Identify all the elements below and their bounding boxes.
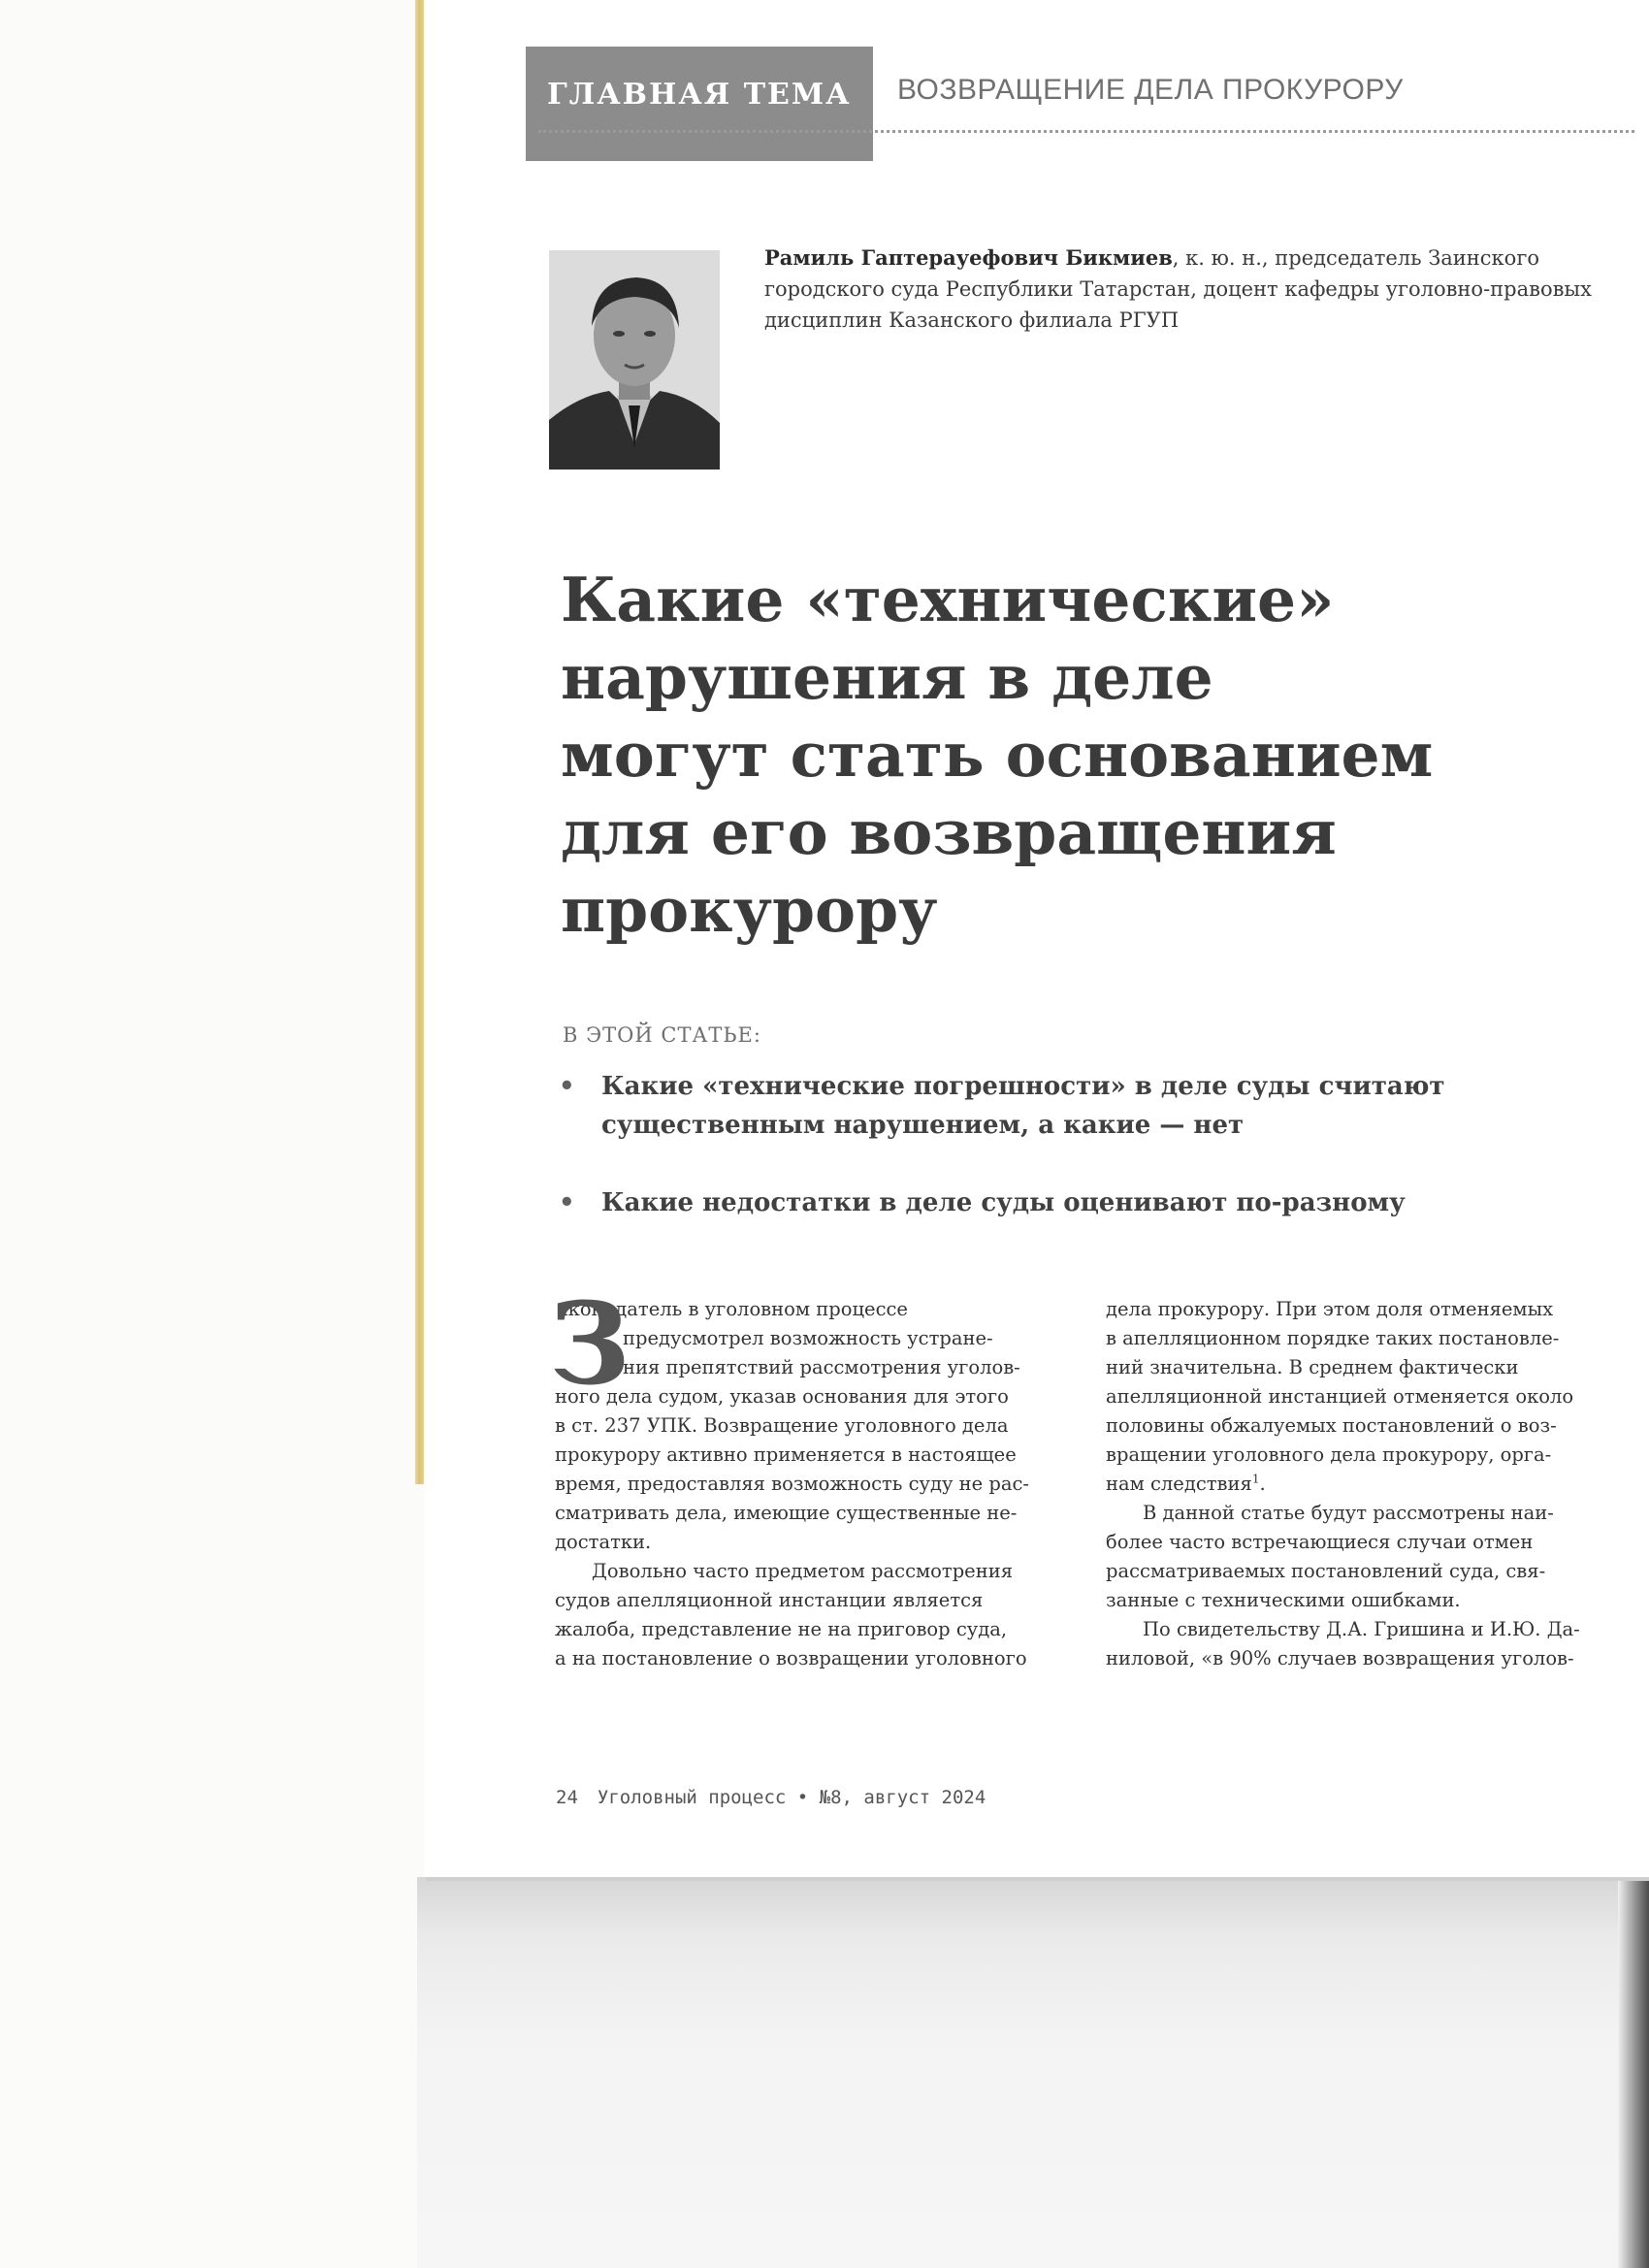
- body-line: вращении уголовного дела прокурору, орга-: [1106, 1443, 1552, 1466]
- author-affiliation-line: дисциплин Казанского филиала РГУП: [764, 308, 1180, 332]
- bullet-icon: •: [559, 1072, 575, 1101]
- list-item-line: существенным нарушением, а какие — нет: [601, 1111, 1245, 1140]
- body-line: ного дела судом, указав основания для этого: [555, 1385, 1009, 1408]
- article-title-line: могут стать основанием: [561, 719, 1434, 791]
- body-line: предусмотрел возможность устране-: [623, 1327, 993, 1349]
- article-title-line: Какие «технические»: [561, 564, 1335, 635]
- body-line: занные с техническими ошибками.: [1106, 1589, 1461, 1611]
- body-line: прокурору активно применяется в настоящее: [555, 1443, 1017, 1466]
- body-line: Довольно часто предметом рассмотрения: [592, 1560, 1014, 1582]
- body-line: судов апелляционной инстанции является: [555, 1589, 984, 1611]
- section-badge: [526, 47, 873, 161]
- body-line: По свидетельству Д.А. Гришина и И.Ю. Да-: [1143, 1618, 1580, 1640]
- body-line-text: нам следствия: [1106, 1473, 1252, 1495]
- list-item: [553, 1067, 1523, 1145]
- article-title-line: нарушения в деле: [561, 641, 1213, 713]
- journal-info: Уголовный процесс • №8, август 2024: [597, 1787, 986, 1808]
- body-line: время, предоставляя возможность суду не рас-: [555, 1473, 1030, 1495]
- list-item: [553, 1183, 1523, 1222]
- list-item-line: Какие недостатки в деле суды оценивают по-разному: [601, 1188, 1406, 1217]
- body-line: половины обжалуемых постановлений о воз-: [1106, 1414, 1557, 1437]
- list-item-line: Какие «технические погрешности» в деле суды считают: [601, 1072, 1445, 1101]
- author-credentials: , к. ю. н., председатель Заинского: [1172, 246, 1539, 270]
- footnote-period: .: [1259, 1473, 1266, 1495]
- body-line: рассматриваемых постановлений суда, свя-: [1106, 1560, 1546, 1582]
- body-line: апелляционной инстанцией отменяется около: [1106, 1385, 1574, 1408]
- body-line: более часто встречающиеся случаи отмен: [1106, 1531, 1534, 1553]
- body-column-right: [1106, 1295, 1625, 1673]
- body-line: достатки.: [555, 1531, 652, 1553]
- scan-background-left: [0, 0, 427, 2268]
- binding-strip: [415, 0, 424, 1484]
- author-photo: [549, 250, 720, 470]
- body-line: а на постановление о возвращении уголовного: [555, 1647, 1027, 1669]
- scan-shadow: [417, 1877, 1649, 2268]
- body-line: в апелляционном порядке таких постановле-: [1106, 1327, 1560, 1349]
- body-line: ниловой, «в 90% случаев возвращения уголов-: [1106, 1647, 1574, 1669]
- body-column-left: [549, 1279, 1074, 1673]
- article-title: [561, 561, 1531, 949]
- body-line: дела прокурору. При этом доля отменяемых: [1106, 1298, 1554, 1320]
- header-divider: [538, 130, 1634, 133]
- section-badge-label: ГЛАВНАЯ ТЕМА: [547, 78, 852, 112]
- page-number: 24: [556, 1787, 578, 1808]
- bullet-icon: •: [559, 1188, 575, 1217]
- page-footer: [556, 1787, 986, 1808]
- author-name: Рамиль Гаптерауефович Бикмиев: [764, 245, 1173, 270]
- body-line: В данной статье будут рассмотрены наи-: [1143, 1502, 1554, 1524]
- author-portrait-icon: [549, 250, 720, 470]
- body-line: ний значительна. В среднем фактически: [1106, 1356, 1519, 1378]
- article-title-line: для его возвращения: [561, 796, 1337, 868]
- body-line: ния препятствий рассмотрения уголов-: [623, 1356, 1020, 1378]
- in-article-list: [553, 1067, 1523, 1261]
- in-article-label: В ЭТОЙ СТАТЬЕ:: [563, 1023, 761, 1047]
- article-title-line: прокурору: [561, 874, 938, 946]
- body-line: в ст. 237 УПК. Возвращение уголовного дела: [555, 1414, 1009, 1437]
- body-line: сматривать дела, имеющие существенные не-: [555, 1502, 1018, 1524]
- footnote-mark: 1: [1251, 1472, 1260, 1486]
- section-subtitle: ВОЗВРАЩЕНИЕ ДЕЛА ПРОКУРОРУ: [897, 74, 1404, 106]
- author-affiliation-line: городского суда Республики Татарстан, доцент кафедры уголовно-правовых: [764, 277, 1592, 301]
- body-line: аконодатель в уголовном процессе: [557, 1298, 908, 1320]
- author-info: [764, 243, 1608, 336]
- body-line: [1106, 1470, 1625, 1499]
- body-line: жалоба, представление не на приговор суда,: [555, 1618, 1008, 1640]
- dropcap: З: [549, 1279, 630, 1410]
